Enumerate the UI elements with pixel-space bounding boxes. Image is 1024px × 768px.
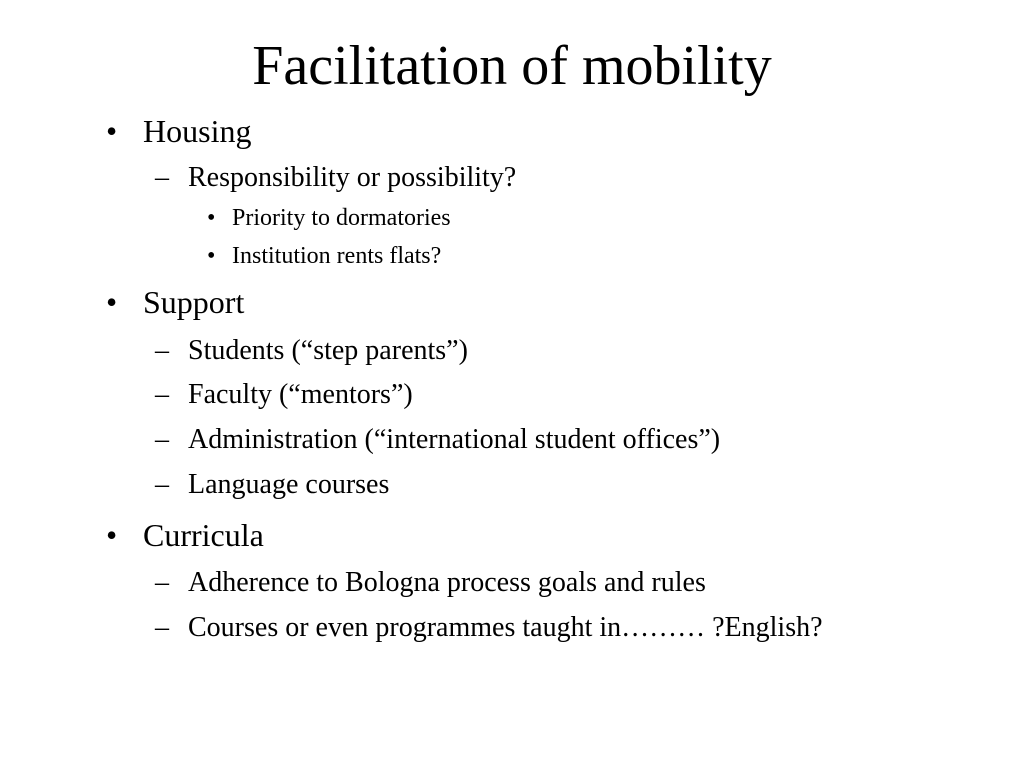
slide-title: Facilitation of mobility — [252, 35, 772, 97]
section-housing: Housing — [143, 113, 252, 149]
section-curricula: Curricula — [143, 517, 264, 553]
sub-item-dormatories: Priority to dormatories — [232, 205, 451, 231]
dash-marker: – — [155, 469, 169, 500]
list-item-administration: Administration (“international student offices”) — [188, 424, 721, 455]
dash-marker: – — [155, 162, 169, 193]
bullet-marker: • — [106, 113, 118, 149]
bullet-marker: • — [106, 284, 118, 320]
dash-marker: – — [155, 379, 169, 410]
dash-marker: – — [155, 567, 169, 598]
dash-marker: – — [155, 612, 169, 643]
list-item-courses-english: Courses or even programmes taught in……… ?English? — [188, 612, 823, 643]
list-item-language-courses: Language courses — [188, 469, 390, 500]
list-item-faculty: Faculty (“mentors”) — [188, 379, 413, 410]
bullet-marker: • — [207, 243, 216, 269]
list-item-responsibility: Responsibility or possibility? — [188, 162, 517, 193]
dash-marker: – — [155, 424, 169, 455]
list-item-students: Students (“step parents”) — [188, 335, 468, 366]
list-item-bologna: Adherence to Bologna process goals and rules — [188, 567, 706, 598]
section-support: Support — [143, 284, 245, 320]
bullet-marker: • — [207, 205, 216, 231]
bullet-marker: • — [106, 517, 118, 553]
sub-item-flats: Institution rents flats? — [232, 243, 442, 269]
dash-marker: – — [155, 335, 169, 366]
